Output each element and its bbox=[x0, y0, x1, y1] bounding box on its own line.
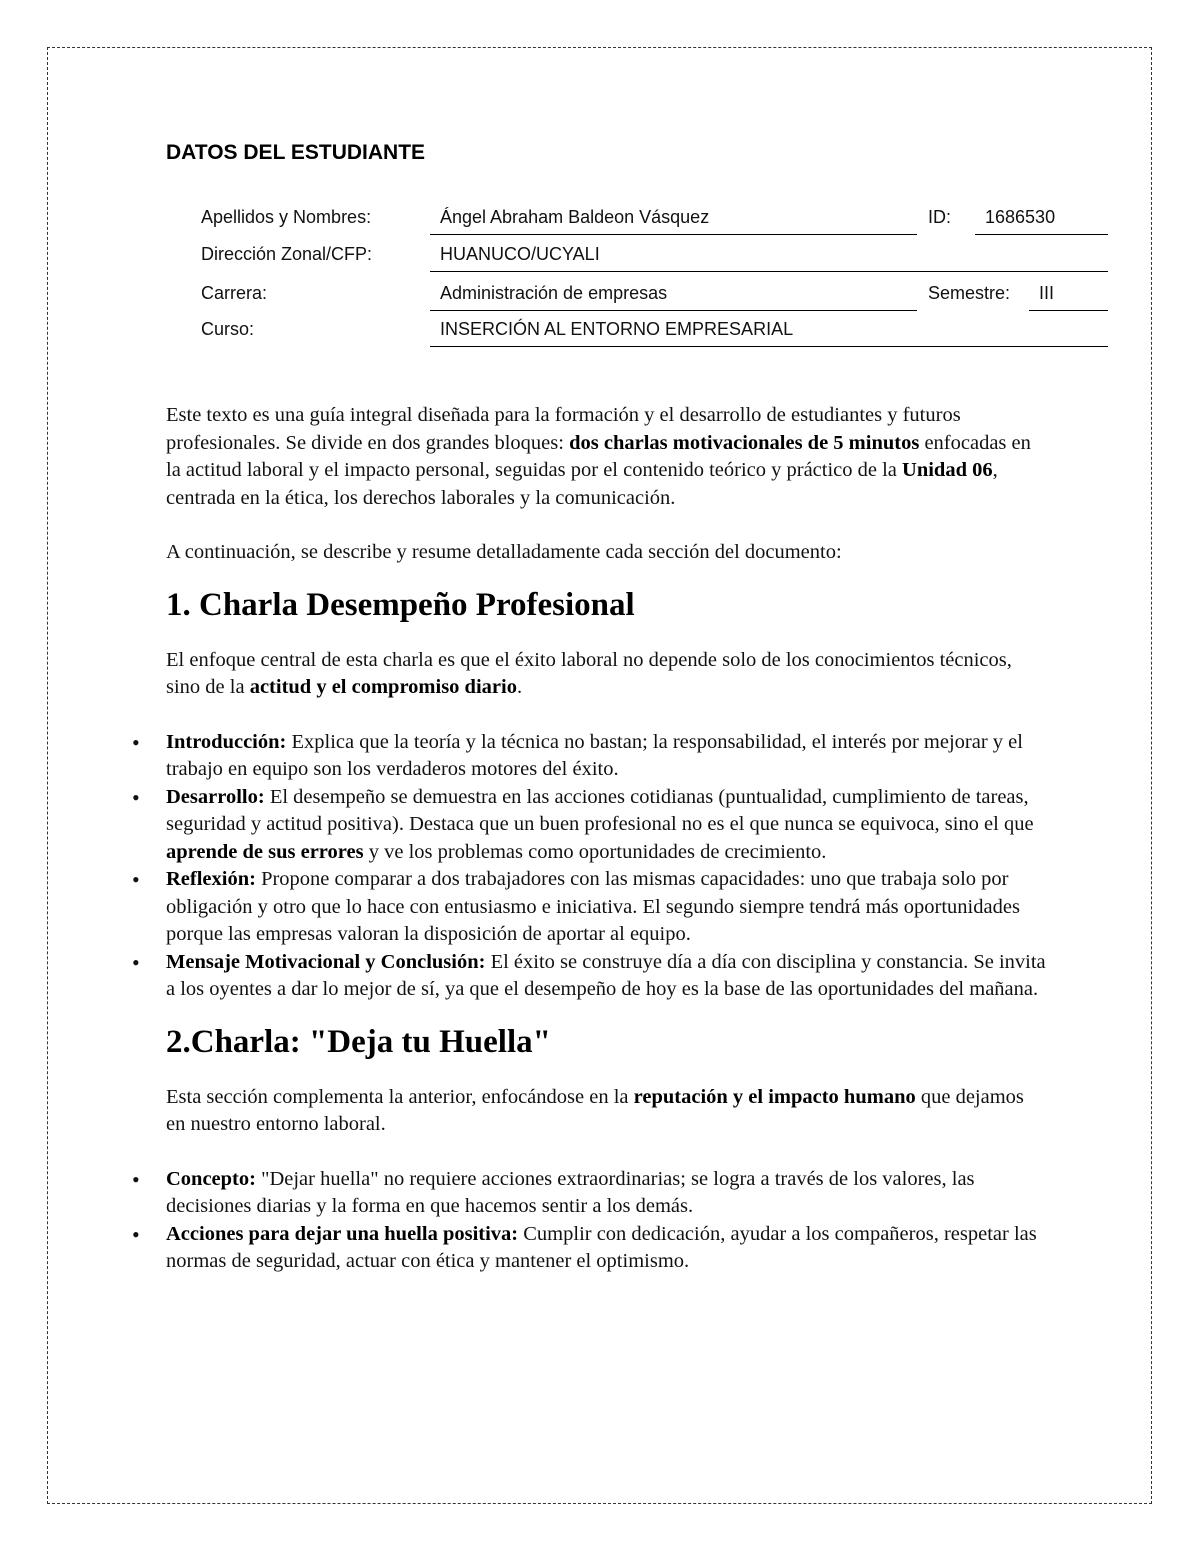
career-value: Administración de empresas bbox=[430, 279, 917, 311]
item-label: Acciones para dejar una huella positiva: bbox=[166, 1222, 519, 1245]
id-label: ID: bbox=[928, 207, 952, 227]
item-text: Cumplir con dedicación, ayudar a los compañeros, respetar las normas de seguridad, actuar con ética y mantener el optimismo. bbox=[166, 1222, 1037, 1272]
zone-label: Dirección Zonal/CFP: bbox=[201, 244, 373, 264]
bullet-icon: • bbox=[132, 1221, 140, 1247]
section2-lead-bold: reputación y el impacto humano bbox=[633, 1085, 916, 1108]
item-text: El desempeño se demuestra en las acciones cotidianas (puntualidad, cumplimiento de tareas, seguridad y actitud positiva). Destaca que un buen profesional no es el que nunca se equivoca, sino el que bbox=[166, 785, 1034, 835]
section1-lead-end: . bbox=[516, 676, 523, 698]
course-value: INSERCIÓN AL ENTORNO EMPRESARIAL bbox=[430, 315, 1108, 347]
name-value: Ángel Abraham Baldeon Vásquez bbox=[430, 203, 917, 235]
list-item bbox=[132, 1221, 1046, 1276]
section1-lead-text: El enfoque central de esta charla es que el éxito laboral no depende solo de los conocimientos técnicos, sino de la bbox=[166, 648, 1012, 698]
section2-lead bbox=[166, 1084, 1046, 1139]
intro-text-c: , centrada en la ética, los derechos laborales y la comunicación. bbox=[166, 459, 998, 509]
section1-title: 1. Charla Desempeño Profesional bbox=[166, 586, 635, 623]
zone-value: HUANUCO/UCYALI bbox=[430, 240, 1108, 272]
bullet-icon: • bbox=[132, 867, 140, 892]
intro-text-a: Este texto es una guía integral diseñada para la formación y el desarrollo de estudiantes y futuros profesionales. Se divide en dos grandes bloques: bbox=[166, 404, 961, 454]
id-value: 1686530 bbox=[975, 203, 1108, 235]
item-text: Explica que la teoría y la técnica no bastan; la responsabilidad, el interés por mejorar y el trabajo en equipo son los verdaderos motores del éxito. bbox=[166, 730, 1023, 780]
list-item bbox=[132, 1166, 1046, 1221]
section2-title: 2.Charla: "Deja tu Huella" bbox=[166, 1023, 551, 1060]
section1-lead-bold: actitud y el compromiso diario bbox=[249, 676, 517, 698]
bullet-icon: • bbox=[132, 1166, 140, 1192]
item-label: Desarrollo: bbox=[166, 785, 265, 808]
section1-lead bbox=[166, 647, 1046, 702]
item-label: Concepto: bbox=[166, 1167, 256, 1190]
list-item bbox=[132, 949, 1046, 1004]
student-data-heading: DATOS DEL ESTUDIANTE bbox=[166, 141, 426, 164]
item-text: y ve los problemas como oportunidades de crecimiento. bbox=[363, 840, 827, 863]
section1-list bbox=[132, 729, 1046, 1004]
item-bold: aprende de sus errores bbox=[166, 840, 364, 863]
section2-lead-end: que dejamos en nuestro entorno laboral. bbox=[166, 1085, 1024, 1135]
item-text: El éxito se construye día a día con disciplina y constancia. Se invita a los oyentes a dar lo mejor de sí, ya que el desempeño de hoy es la base de las oportunidades del mañana. bbox=[166, 950, 1046, 1000]
bullet-icon: • bbox=[132, 949, 140, 975]
section2-list bbox=[132, 1166, 1046, 1276]
course-label: Curso: bbox=[201, 319, 255, 339]
intro-text-b: enfocadas en la actitud laboral y el impacto personal, seguidas por el contenido teórico y práctico de la bbox=[166, 431, 1031, 481]
intro-paragraph-2: A continuación, se describe y resume detalladamente cada sección del documento: bbox=[166, 541, 842, 563]
semester-label: Semestre: bbox=[928, 283, 1011, 303]
item-text: Propone comparar a dos trabajadores con las mismas capacidades: uno que trabaja solo por obligación y otro que lo hace con entusiasmo e iniciativa. El segundo siempre tendrá más oportunidades porque las empresas valoran la disposición de aportar al equipo. bbox=[166, 868, 1020, 945]
intro-bold-a: dos charlas motivacionales de 5 minutos bbox=[569, 431, 920, 454]
item-label: Mensaje Motivacional y Conclusión: bbox=[166, 950, 486, 973]
item-label: Reflexión: bbox=[166, 868, 256, 890]
list-item bbox=[132, 729, 1046, 784]
bullet-icon: • bbox=[132, 784, 140, 810]
intro-paragraph bbox=[166, 402, 1046, 512]
list-item bbox=[132, 866, 1046, 949]
list-item bbox=[132, 784, 1046, 867]
item-text: "Dejar huella" no requiere acciones extraordinarias; se logra a través de los valores, las decisiones diarias y la forma en que hacemos sentir a los demás. bbox=[166, 1167, 975, 1217]
bullet-icon: • bbox=[132, 729, 140, 755]
document-body bbox=[132, 402, 1046, 1276]
intro-bold-b: Unidad 06 bbox=[902, 459, 993, 481]
name-label: Apellidos y Nombres: bbox=[201, 207, 372, 227]
semester-value: III bbox=[1029, 279, 1108, 311]
item-label: Introducción: bbox=[166, 730, 287, 753]
career-label: Carrera: bbox=[201, 283, 268, 303]
section2-lead-text: Esta sección complementa la anterior, enfocándose en la bbox=[166, 1085, 634, 1108]
